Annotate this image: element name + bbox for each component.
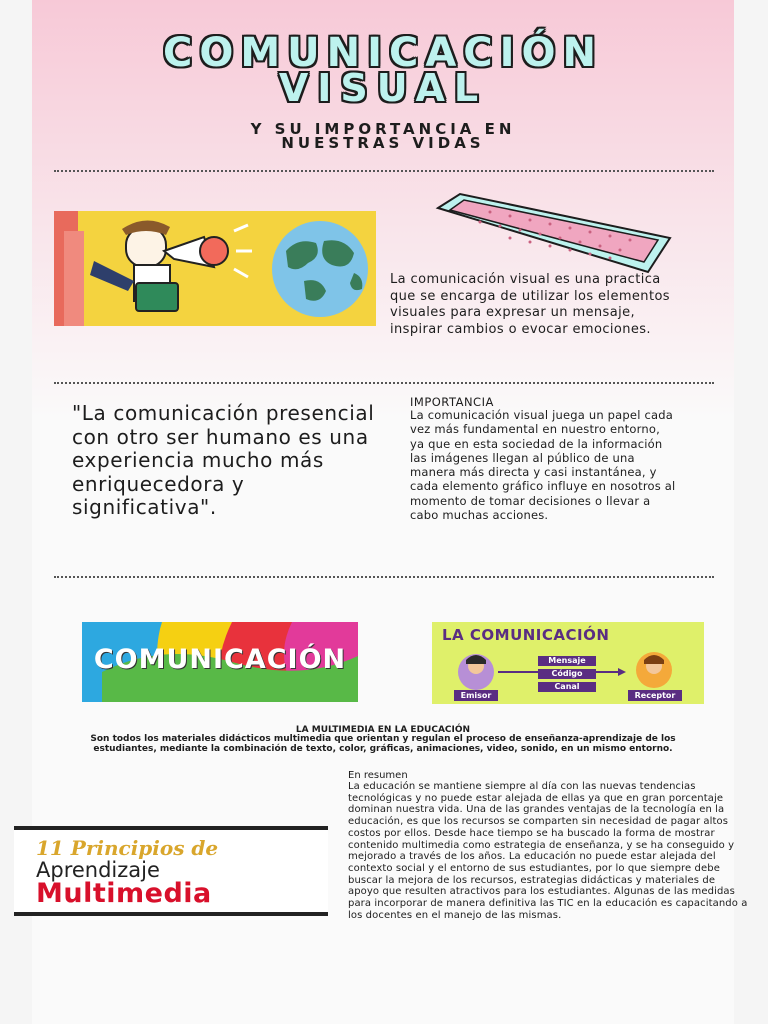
multimedia-heading: LA MULTIMEDIA EN LA EDUCACIÓN <box>295 725 471 735</box>
canal-label: Canal <box>538 682 596 692</box>
title-line-1: COMUNICACIÓN <box>162 30 604 76</box>
importance-paragraph: La comunicación visual juega un papel cada vez más fundamental en nuestro entorno, ya que en esta sociedad de la información las imágenes llegan al público de una manera más directa y casi instantánea, y cada elemento gráfico influye en nosotros al momento de tomar decisiones o llevar a cabo muchas acciones. <box>410 408 676 523</box>
megaphone-illustration <box>54 211 376 326</box>
multimedia-paragraph: Son todos los materiales didácticos multimedia que orientan y regulan el proceso de enseñanza-aprendizaje de los estudiantes, mediante la combinación de texto, color, gráficas, animaciones, video, sonido, en un mismo entorno. <box>90 734 676 754</box>
importance-heading: IMPORTANCIA <box>410 395 494 409</box>
receptor-label: Receptor <box>628 690 682 701</box>
principios-line-1: 11 Principios de <box>36 836 219 860</box>
summary-paragraph: La educación se mantiene siempre al día con las nuevas tendencias tecnológicas y no puede estar alejada de ellas ya que en gran porcentaje dominan nuestra vida. Una de las grandes ventajas de la tecnología en la educación, es que los recursos se comparten sin necesidad de pagar altos costos por ellos. Desde hace tiempo se ha buscado la forma de mostrar contenido multimedia como estrategia de enseñanza, y se ha conseguido y mejorado a través de los años. La educación no puede estar alejada del contexto social y el entorno de sus estudiantes, por lo que siempre debe buscar la mejora de los recursos, estrategias didácticas y materiales de apoyo que resulten atractivos para los estudiantes. Algunas de las medidas para incorporar de manera definitiva las TIC en la educación es capacitando a los docentes en el manejo de las mismas. <box>348 781 748 921</box>
subtitle-line-2: NUESTRAS VIDAS <box>281 134 485 152</box>
quote-text: "La comunicación presencial con otro ser humano es una experiencia mucho más enriquecedora y significativa". <box>72 401 375 519</box>
emisor-label: Emisor <box>454 690 498 701</box>
subtitle-line-1: Y SU IMPORTANCIA EN <box>250 120 516 138</box>
summary-heading: En resumen <box>348 770 408 781</box>
la-comunicacion-title: LA COMUNICACIÓN <box>442 626 610 644</box>
la-comunicacion-diagram <box>432 622 704 704</box>
dotted-divider <box>54 170 714 172</box>
comunicacion-banner-image <box>82 622 358 702</box>
infographic-page <box>32 0 748 1024</box>
intro-paragraph: La comunicación visual es una practica que se encarga de utilizar los elementos visuales para expresar un mensaje, inspirar cambios o evocar emociones. <box>390 272 670 337</box>
principios-line-3: Multimedia <box>36 878 212 909</box>
codigo-label: Código <box>538 669 596 679</box>
comunicacion-banner-text: COMUNICACIÓN <box>93 644 347 675</box>
principios-line-2: Aprendizaje <box>36 858 160 882</box>
title-line-2: VISUAL <box>278 66 488 110</box>
principios-multimedia-image <box>14 826 328 916</box>
dotted-divider <box>54 576 714 578</box>
dotted-divider <box>54 382 714 384</box>
mensaje-label: Mensaje <box>538 656 596 666</box>
phone-illustration <box>430 190 676 276</box>
